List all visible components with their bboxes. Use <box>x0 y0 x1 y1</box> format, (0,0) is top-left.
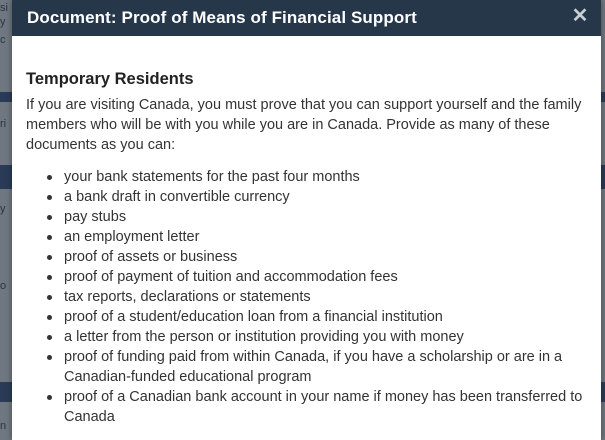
document-dialog <box>12 0 601 440</box>
background-text-fragment: y <box>0 16 6 28</box>
list-item <box>64 167 586 187</box>
list-item-text: tax reports, declarations or statements <box>64 289 311 305</box>
close-button[interactable] <box>569 5 591 27</box>
list-item-text: a letter from the person or institution providing you with money <box>64 329 464 345</box>
list-item <box>64 247 586 267</box>
bullet-icon <box>47 195 52 200</box>
bullet-icon <box>47 335 52 340</box>
background-text-fragment: n <box>0 420 7 432</box>
list-item <box>64 347 586 387</box>
intro-paragraph: If you are visiting Canada, you must prove that you can support yourself and the family members who will be with you while you are in Canada. Provide as many of these documents as you can: <box>26 97 582 153</box>
bullet-icon <box>47 315 52 320</box>
background-text-fragment: ri <box>0 118 7 130</box>
background-text-fragment: o <box>0 280 7 292</box>
list-item <box>64 267 586 287</box>
bullet-icon <box>47 355 52 360</box>
background-text-fragment: y <box>0 203 6 215</box>
bullet-icon <box>47 395 52 400</box>
list-item-text: proof of assets or business <box>64 249 238 265</box>
document-list <box>26 167 586 427</box>
list-item <box>64 227 586 247</box>
background-text-fragment: si <box>0 2 8 14</box>
list-item <box>64 327 586 347</box>
bullet-icon <box>47 175 52 180</box>
list-item <box>64 207 586 227</box>
list-item-text: proof of a Canadian bank account in your name if money has been transferred to Canada <box>64 389 583 425</box>
list-item-text: proof of a student/education loan from a financial institution <box>64 309 443 325</box>
dialog-body <box>12 36 601 427</box>
bullet-icon <box>47 235 52 240</box>
bullet-icon <box>47 215 52 220</box>
list-item-text: proof of funding paid from within Canada, if you have a scholarship or are in a Canadian-funded educational program <box>64 349 563 385</box>
list-item-text: an employment letter <box>64 229 200 245</box>
list-item-text: pay stubs <box>64 209 127 225</box>
dialog-header <box>12 0 601 36</box>
dialog-title: Document: Proof of Means of Financial Support <box>27 8 417 27</box>
list-item <box>64 387 586 427</box>
list-item <box>64 307 586 327</box>
list-item-text: a bank draft in convertible currency <box>64 189 290 205</box>
close-icon[interactable]: ✕ <box>571 5 589 27</box>
bullet-icon <box>47 295 52 300</box>
list-item <box>64 287 586 307</box>
bullet-icon <box>47 275 52 280</box>
list-item <box>64 187 586 207</box>
section-heading: Temporary Residents <box>26 70 194 88</box>
bullet-icon <box>47 255 52 260</box>
list-item-text: proof of payment of tuition and accommodation fees <box>64 269 398 285</box>
list-item-text: your bank statements for the past four months <box>64 169 360 185</box>
background-text-fragment: c <box>0 34 6 46</box>
